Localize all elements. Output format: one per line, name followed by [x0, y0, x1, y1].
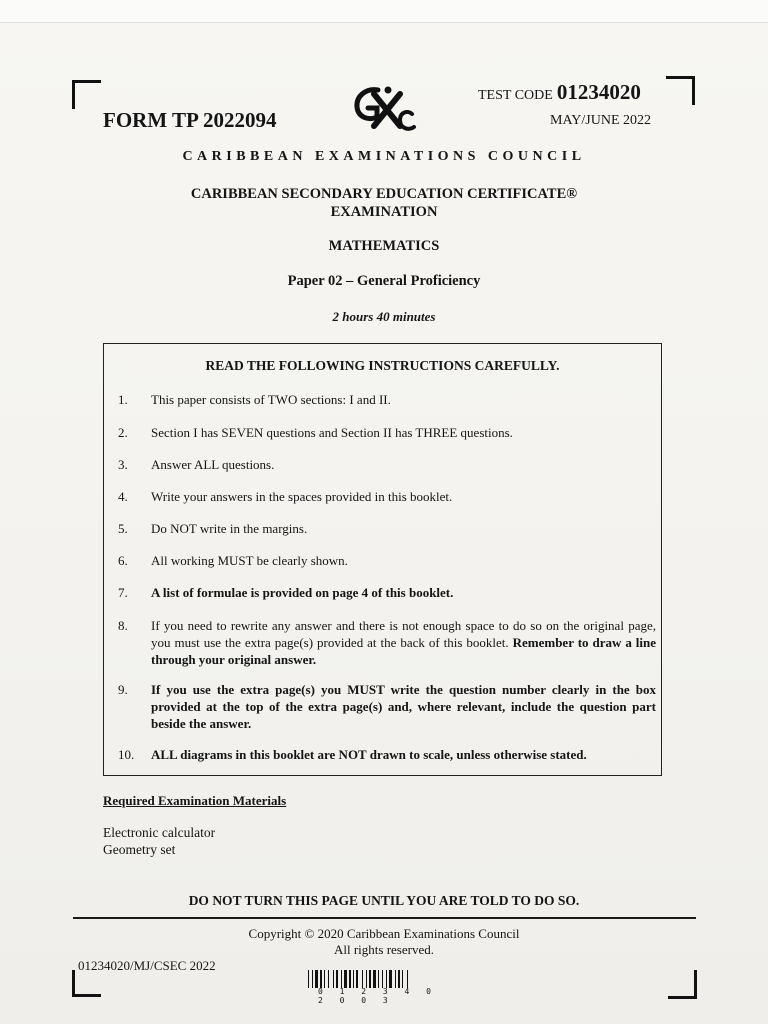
instruction-number: 3. [118, 457, 128, 472]
certificate-title-line1: CARIBBEAN SECONDARY EDUCATION CERTIFICATE® [190, 186, 578, 202]
instructions-box [103, 343, 662, 776]
form-number: FORM TP 2022094 [103, 108, 277, 132]
barcode-bar [386, 970, 387, 988]
barcode-bar [389, 970, 392, 988]
instruction-text: All working MUST be clearly shown. [151, 553, 348, 568]
barcode-bar [369, 970, 371, 988]
material-item: Geometry set [103, 842, 176, 857]
barcode-bar [308, 970, 309, 988]
barcode-bar [328, 970, 329, 988]
instructions-title: READ THE FOLLOWING INSTRUCTIONS CAREFULLY. [205, 358, 560, 373]
barcode-bar [395, 970, 396, 988]
copyright-notice [0, 926, 768, 958]
exam-session: MAY/JUNE 2022 [550, 113, 651, 128]
barcode-bar [398, 970, 400, 988]
barcode-bar [362, 970, 363, 988]
barcode-bar [382, 970, 383, 988]
instruction-number: 8. [118, 618, 128, 633]
subject-title: MATHEMATICS [328, 238, 440, 254]
instruction-text: This paper consists of TWO sections: I and II. [151, 392, 391, 407]
instruction-text-block [151, 617, 656, 668]
barcode-bar [378, 970, 379, 988]
instruction-text: Answer ALL questions. [151, 457, 275, 472]
instruction-number: 2. [118, 425, 128, 440]
cxc-logo-icon [348, 84, 418, 134]
barcode-bar [315, 970, 318, 988]
material-item: Electronic calculator [103, 825, 216, 840]
instruction-number: 5. [118, 521, 128, 536]
barcode-bar [353, 970, 354, 988]
instruction-number: 9. [118, 682, 128, 697]
test-code [478, 80, 641, 105]
corner-mark-bottom-right [668, 970, 697, 999]
corner-mark-top-left [72, 80, 101, 109]
barcode-bar [366, 970, 367, 988]
instruction-number: 1. [118, 392, 128, 407]
barcode-bar [312, 970, 313, 988]
corner-mark-top-right [666, 76, 695, 105]
certificate-title-line2: EXAMINATION [330, 204, 438, 220]
instruction-text: If you need to rewrite any answer and there is not enough space to do so on the original page, you must use the extra page(s) provided at the back of this booklet. [151, 618, 656, 650]
instruction-number: 10. [118, 747, 135, 762]
footer-code: 01234020/MJ/CSEC 2022 [78, 958, 216, 973]
council-name: CARIBBEAN EXAMINATIONS COUNCIL [182, 149, 586, 164]
barcode-bar [349, 970, 351, 988]
barcode-bar [336, 970, 338, 988]
instruction-number: 7. [118, 585, 128, 600]
instruction-text: Do NOT write in the margins. [151, 521, 308, 536]
test-code-label: TEST CODE [478, 88, 553, 103]
barcode-bar [344, 970, 347, 988]
corner-mark-bottom-left [72, 970, 101, 997]
footer-divider [73, 917, 696, 919]
barcode-icon [308, 970, 460, 988]
copyright-line: Copyright © 2020 Caribbean Examinations Council [248, 926, 520, 941]
barcode-bar [402, 970, 403, 988]
instruction-text: A list of formulae is provided on page 4 of this booklet. [151, 585, 454, 600]
instruction-text-emphasis: Remember to draw a line through your original answer. [151, 635, 657, 667]
instruction-text: Section I has SEVEN questions and Section II has THREE questions. [151, 425, 513, 440]
instruction-number: 4. [118, 489, 128, 504]
barcode-bar [324, 970, 325, 988]
barcode-bar [333, 970, 334, 988]
instruction-text: If you use the extra page(s) you MUST write the question number clearly in the box provided at the top of the extra page(s) and, where relevant, include the question part beside the answer. [151, 682, 656, 731]
instruction-number: 6. [118, 553, 128, 568]
certificate-title [0, 185, 768, 221]
test-code-number: 01234020 [556, 80, 641, 104]
materials-heading: Required Examination Materials [103, 793, 287, 808]
barcode-bar [320, 970, 322, 988]
instruction-text: ALL diagrams in this booklet are NOT drawn to scale, unless otherwise stated. [151, 747, 587, 762]
scan-top-strip [0, 0, 768, 23]
barcode-bar [407, 970, 408, 988]
barcode-bar [356, 970, 358, 988]
barcode-number: 0 1 2 3 4 0 2 0 0 3 [318, 987, 437, 1005]
rights-line: All rights reserved. [333, 942, 434, 957]
barcode-bar [373, 970, 376, 988]
paper-title: Paper 02 – General Proficiency [287, 273, 481, 289]
exam-duration: 2 hours 40 minutes [332, 309, 436, 324]
do-not-turn-warning: DO NOT TURN THIS PAGE UNTIL YOU ARE TOLD TO DO SO. [188, 893, 580, 908]
barcode-bar [341, 970, 342, 988]
instruction-text: Write your answers in the spaces provided in this booklet. [151, 489, 453, 504]
